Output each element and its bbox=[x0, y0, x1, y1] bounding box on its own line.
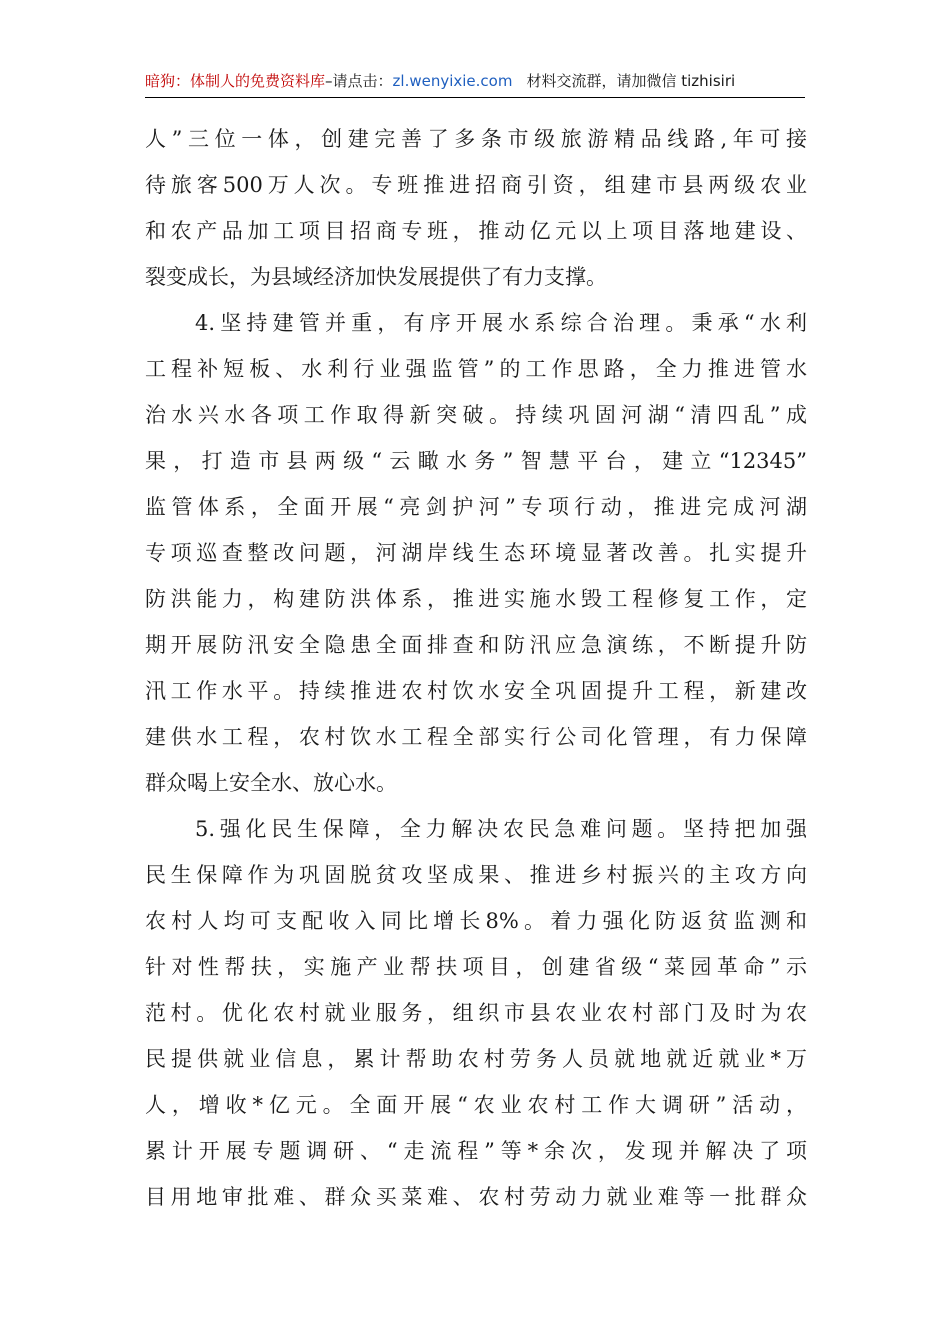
text-line: 待旅客500万人次。专班推进招商引资，组建市县两级农业 bbox=[145, 173, 807, 197]
text-line: 专项巡查整改问题，河湖岸线生态环境显著改善。扎实提升 bbox=[145, 541, 807, 565]
text-line: 针对性帮扶，实施产业帮扶项目，创建省级“菜园革命”示 bbox=[145, 955, 807, 979]
document-body bbox=[145, 116, 807, 1220]
text-line: 监管体系，全面开展“亮剑护河”专项行动，推进完成河湖 bbox=[145, 495, 807, 519]
text-line: 农村人均可支配收入同比增长8%。着力强化防返贫监测和 bbox=[145, 909, 807, 933]
text-line: 防洪能力，构建防洪体系，推进实施水毁工程修复工作，定 bbox=[145, 587, 807, 611]
text-line: 工程补短板、水利行业强监管”的工作思路，全力推进管水 bbox=[145, 357, 807, 381]
page-header bbox=[145, 68, 805, 94]
text-line: 4.坚持建管并重，有序开展水系综合治理。秉承“水利 bbox=[195, 311, 807, 335]
header-contact: 材料交流群，请加微信 tizhisiri bbox=[526, 72, 736, 90]
text-line: 群众喝上安全水、放心水。 bbox=[145, 771, 397, 795]
header-prompt: –请点击： bbox=[325, 72, 393, 90]
text-line: 范村。优化农村就业服务，组织市县农业农村部门及时为农 bbox=[145, 1001, 807, 1025]
text-line: 裂变成长，为县域经济加快发展提供了有力支撑。 bbox=[145, 265, 607, 289]
text-line: 民生保障作为巩固脱贫攻坚成果、推进乡村振兴的主攻方向 bbox=[145, 863, 807, 887]
text-line: 期开展防汛安全隐患全面排查和防汛应急演练，不断提升防 bbox=[145, 633, 807, 657]
header-divider bbox=[145, 97, 805, 98]
text-line: 建供水工程，农村饮水工程全部实行公司化管理，有力保障 bbox=[145, 725, 807, 749]
text-line: 目用地审批难、群众买菜难、农村劳动力就业难等一批群众 bbox=[145, 1185, 807, 1209]
header-brand: 暗狗：体制人的免费资料库 bbox=[145, 72, 326, 90]
text-line: 人”三位一体，创建完善了多条市级旅游精品线路,年可接 bbox=[145, 127, 807, 151]
text-line: 汛工作水平。持续推进农村饮水安全巩固提升工程，新建改 bbox=[145, 679, 807, 703]
text-line: 和农产品加工项目招商专班，推动亿元以上项目落地建设、 bbox=[145, 219, 807, 243]
text-line: 治水兴水各项工作取得新突破。持续巩固河湖“清四乱”成 bbox=[145, 403, 807, 427]
text-line: 累计开展专题调研、“走流程”等*余次，发现并解决了项 bbox=[145, 1139, 807, 1163]
text-line: 5.强化民生保障，全力解决农民急难问题。坚持把加强 bbox=[195, 817, 807, 841]
text-line: 人，增收*亿元。全面开展“农业农村工作大调研”活动， bbox=[145, 1093, 807, 1117]
header-url-link[interactable]: zl.wenyixie.com bbox=[392, 72, 513, 90]
text-line: 民提供就业信息，累计帮助农村劳务人员就地就近就业*万 bbox=[145, 1047, 807, 1071]
text-line: 果，打造市县两级“云瞰水务”智慧平台，建立“12345” bbox=[145, 449, 807, 473]
